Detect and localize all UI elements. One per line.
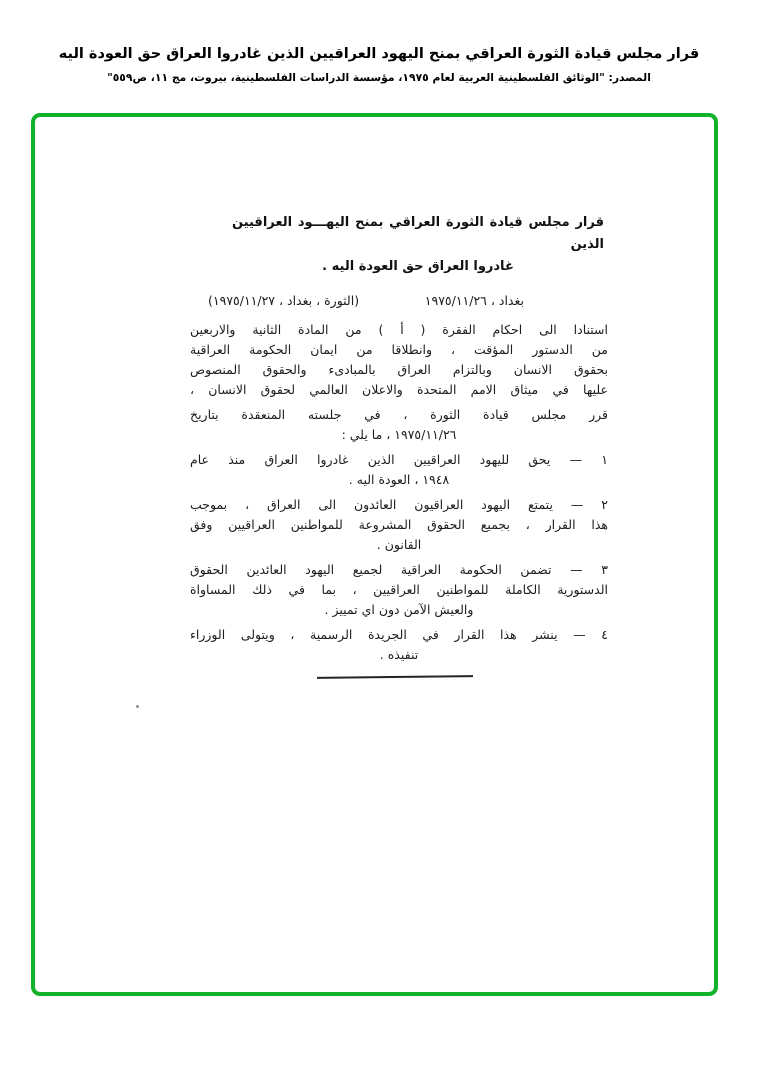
item-1-line-2: ١٩٤٨ ، العودة اليه . — [348, 472, 450, 487]
dateline — [190, 291, 608, 311]
document-frame — [31, 113, 718, 996]
decree-item-1 — [190, 450, 608, 490]
decree-title — [232, 212, 604, 278]
scan-artifact-speck — [136, 705, 139, 708]
item-4-line-2: تنفيذه . — [379, 647, 419, 662]
item-3-line-1: ٣ — تضمن الحكومة العراقية لجميع اليهود العائدين الحقوق — [190, 562, 608, 577]
page-title: قرار مجلس قيادة الثورة العراقي بمنح اليهود العراقيين الذين غادروا العراق حق العودة اليه — [58, 46, 700, 62]
item-3-line-3: والعيش الآمن دون اي تمييز . — [324, 602, 474, 617]
preamble-line-1: استنادا الى احكام الفقرة ( أ ) من المادة الثانية والاربعين — [190, 322, 608, 337]
item-2-line-3: القانون . — [376, 537, 422, 552]
decree-title-line-2: غادروا العراق حق العودة اليه . — [322, 259, 514, 274]
decree-item-3 — [190, 560, 608, 620]
resolution-line-2: ١٩٧٥/١١/٢٦ ، ما يلي : — [341, 427, 457, 442]
resolution-paragraph — [190, 405, 608, 445]
resolution-line-1: قرر مجلس قيادة الثورة ، في جلسته المنعقدة بتاريخ — [190, 407, 608, 422]
dateline-place-date: بغداد ، ١٩٧٥/١١/٢٦ — [424, 293, 524, 308]
item-2-line-2: هذا القرار ، بجميع الحقوق المشروعة للمواطنين العراقيين وفق — [190, 517, 608, 532]
item-2-line-1: ٢ — يتمتع اليهود العراقيون العائدون الى العراق ، بموجب — [190, 497, 608, 512]
dateline-source-ref: (الثورة ، بغداد ، ١٩٧٥/١١/٢٧) — [208, 293, 360, 308]
item-3-line-2: الدستورية الكاملة للمواطنين العراقيين ، بما في ذلك المساواة — [190, 582, 608, 597]
decree-item-4 — [190, 625, 608, 665]
preamble-paragraph — [190, 320, 608, 400]
preamble-line-4: عليها في ميثاق الامم المتحدة والاعلان العالمي لحقوق الانسان ، — [190, 382, 608, 397]
signature-divider — [317, 675, 473, 679]
preamble-line-3: بحقوق الانسان وبالتزام العراق بالمبادىء والحقوق المنصوص — [190, 362, 608, 377]
scanned-text-column — [190, 212, 608, 665]
item-1-line-1: ١ — يحق لليهود العراقيين الذين غادروا العراق منذ عام — [190, 452, 608, 467]
decree-title-line-1: قرار مجلس قيادة الثورة العراقي بمنح اليهـــود العراقيين الذين — [232, 215, 604, 252]
decree-item-2 — [190, 495, 608, 555]
preamble-line-2: من الدستور المؤقت ، وانطلاقا من ايمان الحكومة العراقية — [190, 342, 608, 357]
source-citation: المصدر: "الوثائق الفلسطينية العربية لعام ١٩٧٥، مؤسسة الدراسات الفلسطينية، بيروت، مج ١١، ص٥٥٩" — [107, 71, 651, 84]
item-4-line-1: ٤ — ينشر هذا القرار في الجريدة الرسمية ، ويتولى الوزراء — [190, 627, 608, 642]
